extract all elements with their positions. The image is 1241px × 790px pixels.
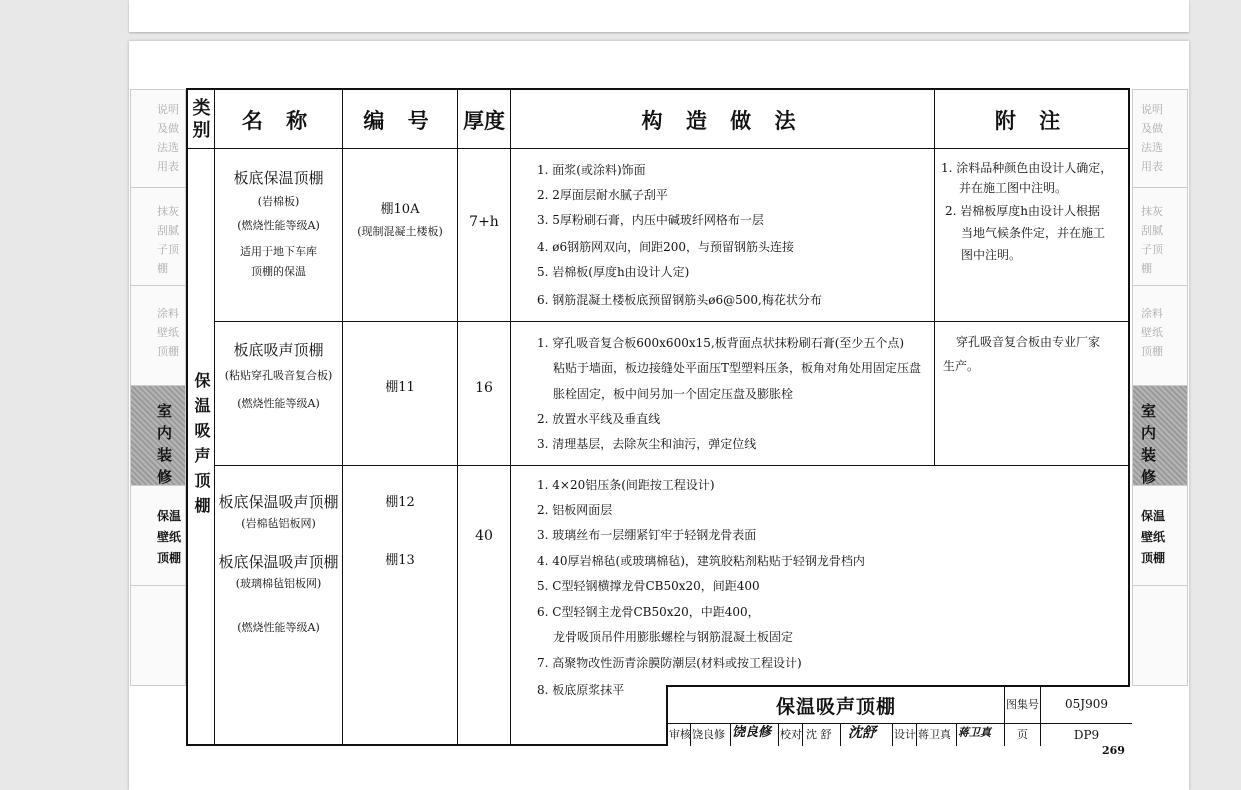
index-tab-empty (131, 586, 185, 687)
row1-step-6: 6. 钢筋混凝土楼板底预留钢筋头ø6@500,梅花状分布 (537, 293, 822, 307)
row2-step-1: 1. 穿孔吸音复合板600x600x15,板背面点状抹粉刷石膏(至少五个点) (537, 336, 905, 350)
row3-step-5: 5. C型轻钢横撑龙骨CB50x20，间距400 (537, 579, 760, 593)
header-code: 编 号 (363, 109, 437, 133)
row3-code-b: 棚13 (385, 553, 415, 568)
row2-code: 棚11 (385, 380, 415, 395)
row1-step-2: 2. 2厚面层耐水腻子刮平 (537, 188, 668, 202)
column-divider (510, 90, 511, 744)
atlas-number: 05J909 (1065, 697, 1108, 711)
row2-step-3: 3. 清理基层，去除灰尘和油污，弹定位线 (537, 437, 757, 451)
row1-note-3: 2. 岩棉板厚度h由设计人根据 (945, 204, 1100, 218)
index-tab-insulation[interactable]: 保温 壁纸 顶棚 (131, 486, 185, 586)
column-divider (342, 90, 343, 744)
header-thickness: 厚度 (463, 109, 505, 133)
row3-step-6-cont: 龙骨吸顶吊件用膨胀螺栓与钢筋混凝土板固定 (553, 630, 794, 644)
row2-step-1-cont: 粘贴于墙面，板边接缝处平面压T型塑料压条，板角对角处用固定压盘 (553, 361, 922, 375)
atlas-label: 图集号 (1006, 698, 1039, 711)
page-code: DP9 (1073, 728, 1100, 742)
row1-code: 棚10A (380, 202, 420, 217)
page-label: 页 (1017, 728, 1028, 741)
row3-step-1: 1. 4×20铝压条(间距按工程设计) (537, 478, 715, 492)
reviewer-signature: 饶良修 (732, 725, 772, 740)
drawing-title: 保温吸声顶棚 (775, 695, 896, 718)
row1-code-note: (现制混凝土楼板) (357, 225, 443, 238)
title-block-divider (802, 723, 803, 746)
row2-grade: (燃烧性能等级A) (237, 397, 320, 410)
row1-step-3: 3. 5厚粉刷石膏，内压中碱玻纤网格布一层 (537, 213, 764, 227)
row3-material-a: (岩棉毡铝板网) (241, 517, 316, 530)
document-page (129, 41, 1189, 790)
reviewer-name: 饶良修 (692, 728, 725, 741)
header-method: 构 造 做 法 (641, 109, 804, 133)
row1-grade: (燃烧性能等级A) (237, 219, 320, 232)
construction-table (186, 88, 1130, 746)
row1-step-5: 5. 岩棉板(厚度h由设计人定) (537, 265, 690, 279)
review-label: 审核 (669, 728, 691, 741)
header-category: 类别 (192, 98, 211, 141)
index-tab-empty (1133, 586, 1187, 687)
right-index-strip (1132, 89, 1188, 686)
row3-grade: (燃烧性能等级A) (237, 621, 320, 634)
row3-step-3: 3. 玻璃丝布一层绷紧钉牢于轻钢龙骨表面 (537, 528, 757, 542)
checker-name: 沈 舒 (806, 728, 832, 741)
row3-step-4: 4. 40厚岩棉毡(或玻璃棉毡)，建筑胶粘剂粘贴于轻钢龙骨档内 (537, 554, 865, 568)
title-block-divider (892, 723, 893, 746)
index-tab-paint[interactable]: 涂料 壁纸 顶棚 (1133, 286, 1187, 386)
row3-step-2: 2. 铝板网面层 (537, 503, 613, 517)
row3-thickness: 40 (475, 528, 493, 544)
row3-step-6: 6. C型轻钢主龙骨CB50x20，中距400， (537, 605, 760, 619)
row1-note-5: 图中注明。 (961, 248, 1022, 262)
row2-thickness: 16 (475, 380, 493, 396)
row1-thickness: 7+h (469, 214, 499, 230)
row2-material: (粘贴穿孔吸音复合板) (224, 369, 333, 382)
column-divider (457, 90, 458, 744)
index-tab-plaster[interactable]: 抹灰 刮腻 子顶 棚 (131, 188, 185, 286)
row1-note-1: 1. 涂料品种颜色由设计人确定， (941, 161, 1113, 175)
designer-name: 蒋卫真 (918, 728, 951, 741)
check-label: 校对 (780, 728, 802, 741)
previous-page (129, 0, 1189, 32)
row3-code-a: 棚12 (385, 495, 415, 510)
title-block (666, 685, 1130, 746)
row3-name-b: 板底保温吸声顶棚 (218, 553, 339, 571)
row2-step-2: 2. 放置水平线及垂直线 (537, 412, 661, 426)
left-index-strip (130, 89, 186, 686)
index-tab-plaster[interactable]: 抹灰 刮腻 子顶 棚 (1133, 188, 1187, 286)
row1-usage-2: 顶棚的保温 (251, 265, 306, 278)
category-label: 保温吸声顶棚 (192, 372, 211, 522)
row-divider (215, 465, 1128, 466)
index-tab-explanation[interactable]: 说明 及做 法选 用表 (131, 90, 185, 188)
checker-signature: 沈舒 (848, 725, 876, 741)
row2-step-1-cont: 胀栓固定，板中间另加一个固定压盘及膨胀栓 (553, 387, 794, 401)
row1-material: (岩棉板) (257, 195, 300, 208)
row2-note-1: 穿孔吸音复合板由专业厂家 (956, 335, 1101, 349)
designer-signature: 蒋卫真 (958, 726, 991, 739)
row1-note-2: 并在施工图中注明。 (959, 181, 1068, 195)
header-remarks: 附 注 (994, 109, 1069, 133)
row3-material-b: (玻璃棉毡铝板网) (235, 577, 322, 590)
title-block-divider (956, 723, 957, 746)
index-tab-explanation[interactable]: 说明 及做 法选 用表 (1133, 90, 1187, 188)
row-divider (215, 321, 1128, 322)
row1-usage-1: 适用于地下车库 (240, 245, 317, 258)
index-tab-insulation[interactable]: 保温 壁纸 顶棚 (1133, 486, 1187, 586)
row2-name: 板底吸声顶棚 (233, 341, 324, 359)
index-tab-interior[interactable]: 室 内 装 修 (131, 386, 185, 486)
page-number: 269 (1102, 744, 1125, 757)
design-label: 设计 (894, 728, 916, 741)
title-block-divider (916, 723, 917, 746)
row3-name-a: 板底保温吸声顶棚 (218, 493, 339, 511)
row2-note-2: 生产。 (943, 359, 980, 373)
row3-step-8: 8. 板底原浆抹平 (537, 683, 625, 697)
title-block-divider (840, 723, 841, 746)
header-name: 名 称 (241, 109, 316, 133)
row1-name: 板底保温顶棚 (233, 169, 324, 187)
row3-step-7: 7. 高聚物改性沥青涂膜防潮层(材料或按工程设计) (537, 656, 802, 670)
title-block-divider (730, 723, 731, 746)
title-block-divider (778, 723, 779, 746)
index-tab-paint[interactable]: 涂料 壁纸 顶棚 (131, 286, 185, 386)
index-tab-interior[interactable]: 室 内 装 修 (1133, 386, 1187, 486)
row1-step-4: 4. ø6钢筋网双向，间距200，与预留钢筋头连接 (537, 240, 795, 254)
row1-step-1: 1. 面浆(或涂料)饰面 (537, 163, 646, 177)
row1-note-4: 当地气候条件定，并在施工 (961, 226, 1106, 240)
